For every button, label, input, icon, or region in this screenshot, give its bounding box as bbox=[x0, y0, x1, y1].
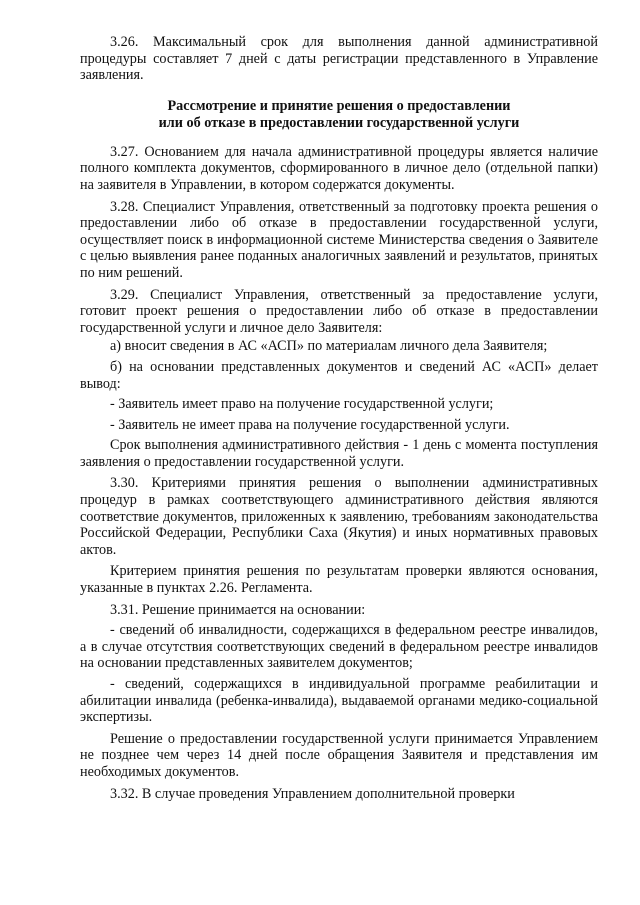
paragraph-3-28: 3.28. Специалист Управления, ответственный за подготовку проекта решения о предоставлении либо об отказе в предоставлении государственной услуги, осуществляет поиск в информационной системе Министерства сведения о Заявителе с целью выявления ранее поданных аналогичных заявлений и результатов, принятых по ним решений. bbox=[80, 198, 598, 281]
paragraph-3-29-a: а) вносит сведения в АС «АСП» по материалам личного дела Заявителя; bbox=[110, 338, 548, 355]
paragraph-3-29: 3.29. Специалист Управления, ответственный за предоставление услуги, готовит проект решения о предоставлении либо об отказе в предоставлении государственной услуги и личное дело Заявителя: bbox=[80, 286, 598, 336]
paragraph-3-29-term: Срок выполнения административного действия - 1 день с момента поступления заявления о предоставлении государственной услуги. bbox=[80, 437, 598, 470]
paragraph-3-29-b-2: - Заявитель не имеет права на получение государственной услуги. bbox=[110, 416, 510, 433]
section-heading-line-1: Рассмотрение и принятие решения о предоставлении bbox=[167, 97, 511, 114]
paragraph-3-27: 3.27. Основанием для начала административной процедуры является наличие полного комплекта документов, сформированного в личное дело (отдельной папки) на заявителя в Управлении, в котором содержатся документы. bbox=[80, 143, 598, 193]
paragraph-3-30-criterion: Критерием принятия решения по результатам проверки являются основания, указанные в пунктах 2.26. Регламента. bbox=[80, 563, 598, 597]
paragraph-3-31-a: - сведений об инвалидности, содержащихся в федеральном реестре инвалидов, а в случае отсутствия соответствующих сведений в федеральном реестре инвалидов на основании представленных заявителем документов; bbox=[80, 622, 598, 672]
section-heading bbox=[80, 98, 598, 132]
paragraph-3-32: 3.32. В случае проведения Управлением дополнительной проверки bbox=[110, 785, 515, 802]
paragraph-3-29-b-1: - Заявитель имеет право на получение государственной услуги; bbox=[110, 396, 494, 413]
paragraph-3-31-decision: Решение о предоставлении государственной услуги принимается Управлением не позднее чем через 14 дней после обращения Заявителя и представления им необходимых документов. bbox=[80, 730, 598, 780]
section-heading-line-2: или об отказе в предоставлении государственной услуги bbox=[158, 114, 520, 131]
paragraph-3-26: 3.26. Максимальный срок для выполнения данной административной процедуры составляет 7 дней с даты регистрации представленного в Управление заявления. bbox=[80, 34, 598, 84]
paragraph-3-31: 3.31. Решение принимается на основании: bbox=[110, 601, 366, 618]
document-page bbox=[80, 34, 598, 807]
paragraph-3-30: 3.30. Критериями принятия решения о выполнении административных процедур в рамках соответствующего административного действия являются соответствие документов, приложенных к заявлению, требованиям законодательства Российской Федерации, Республики Саха (Якутия) и иных нормативных правовых актов. bbox=[80, 475, 598, 558]
paragraph-3-29-b: б) на основании представленных документов и сведений АС «АСП» делает вывод: bbox=[80, 358, 598, 392]
paragraph-3-31-b: - сведений, содержащихся в индивидуальной программе реабилитации и абилитации инвалида (ребенка-инвалида), выдаваемой органами медико-социальной экспертизы. bbox=[80, 676, 598, 726]
